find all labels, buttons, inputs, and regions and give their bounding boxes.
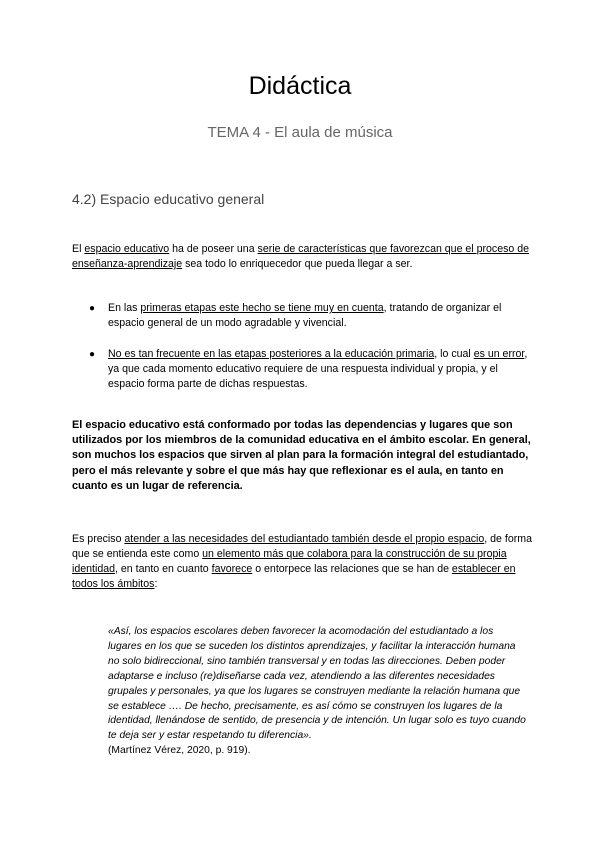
quote-block: [108, 625, 528, 759]
quote-citation: (Martínez Vérez, 2020, p. 919).: [108, 745, 251, 757]
subtitle-text: TEMA 4 - El aula de música: [207, 124, 393, 141]
bullet2-text-1: , lo cual: [434, 348, 474, 360]
intro-text-3: sea todo lo enriquecedor que pueda llegar a ser.: [182, 258, 413, 270]
bullet-marker-icon: ●: [89, 349, 96, 360]
intro-underline-1: espacio educativo: [84, 243, 170, 255]
bold-paragraph: El espacio educativo está conformado por todas las dependencias y lugares que son utilizados por los miembros de la comunidad educativa en el ámbito escolar. En general, son muchos los espacios que sirven al plan para la formación integral del estudiantado, pero el más relevante y sobre el que más hay que reflexionar es el aula, en tanto en cuanto es un lugar de referencia.: [72, 419, 531, 492]
bullet-item: [72, 347, 532, 392]
third-underline-4: establecer en todos los ámbitos: [72, 563, 516, 590]
bullet2-text-2: , ya que cada momento educativo requiere de una respuesta individual y propia, y el espacio forma parte de dichas respuestas.: [108, 348, 528, 390]
bullet-list: [72, 301, 532, 408]
third-underline-3: favorece: [211, 563, 253, 575]
intro-underline-2: serie de características que favorezcan que el proceso de enseñanza-aprendizaje: [72, 243, 530, 270]
intro-text-2: ha de poseer una: [169, 243, 258, 255]
third-text-1: Es preciso: [72, 533, 125, 545]
bullet1-underline: primeras etapas este hecho se tiene muy en cuenta: [140, 302, 384, 314]
bullet1-text-1: En las: [108, 302, 141, 314]
bullet2-underline-1: No es tan frecuente en las etapas posteriores a la educación primaria: [108, 348, 435, 360]
third-text-4: o entorpece las relaciones que se han de: [252, 563, 452, 575]
section-heading: 4.2) Espacio educativo general: [72, 191, 265, 207]
intro-text-1: El: [72, 243, 85, 255]
bullet-item: [72, 301, 532, 331]
document-title: Didáctica: [248, 72, 352, 100]
third-text-5: :: [154, 578, 158, 590]
bullet-marker-icon: ●: [89, 303, 96, 314]
third-underline-2: un elemento más que colabora para la construcción de su propia identidad: [72, 548, 507, 575]
third-underline-1: atender a las necesidades del estudiantado también desde el propio espacio: [124, 533, 485, 545]
third-text-3: , en tanto en cuanto: [115, 563, 212, 575]
intro-paragraph: [72, 242, 532, 272]
bullet1-text-2: , tratando de organizar el espacio general de un modo agradable y vivencial.: [108, 302, 502, 329]
quote-text: «Así, los espacios escolares deben favorecer la acomodación del estudiantado a los lugares en los que se suceden los distintos aprendizajes, y facilitar la interacción humana no solo bidireccional, sino también transversal y en todas las direcciones. Deben poder adaptarse e incluso (re)diseñarse cada vez, atendiendo a las diferentes necesidades grupales y personales, ya que los lugares se construyen mediante la relación humana que se establece …. De hecho, precisamente, es así cómo se construyen los lugares de la identidad, llenándose de sentido, de presencia y de intención. Un lugar solo es tuyo cuando te deja ser y estar respetando tu diferencia».: [108, 626, 526, 742]
third-paragraph: [72, 532, 532, 592]
bullet2-underline-2: es un error: [473, 348, 525, 360]
third-text-2: , de forma que se entienda este como: [72, 533, 532, 560]
document-subtitle: [0, 124, 548, 141]
